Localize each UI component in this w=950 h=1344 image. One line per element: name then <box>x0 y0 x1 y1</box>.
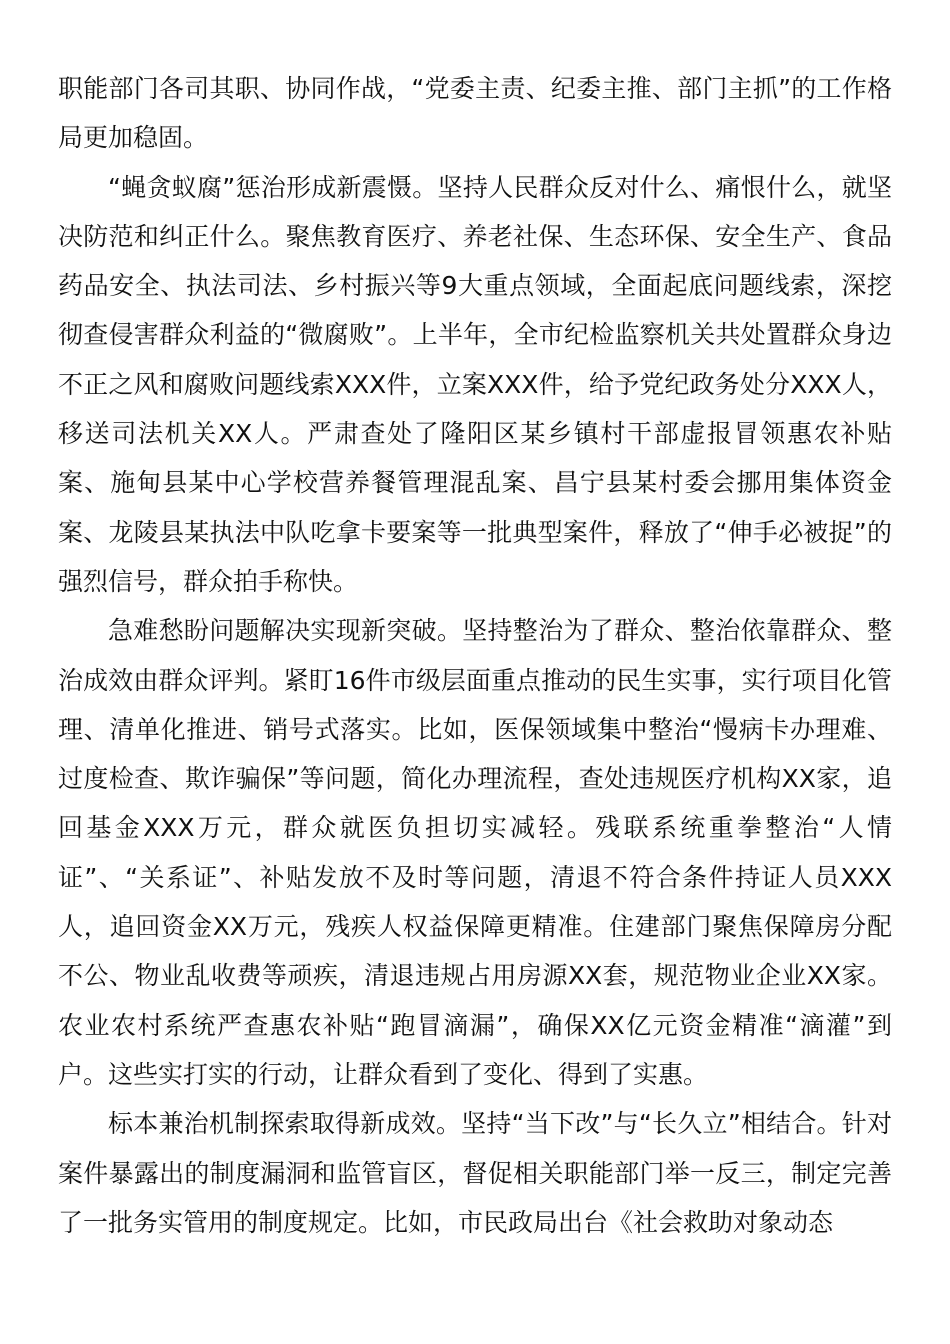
paragraph-1: 职能部门各司其职、协同作战，“党委主责、纪委主推、部门主抓”的工作格局更加稳固。 <box>58 74 893 153</box>
paragraph-2: “蝇贪蚁腐”惩治形成新震慑。坚持人民群众反对什么、痛恨什么，就坚决防范和纠正什么。聚焦教育医疗、养老社保、生态环保、安全生产、食品药品安全、执法司法、乡村振兴等9大重点领域，全面起底问题线索，深挖彻查侵害群众利益的“微腐败”。上半年，全市纪检监察机关共处置群众身边不正之风和腐败问题线索XXX件，立案XXX件，给予党纪政务处分XXX人，移送司法机关XX人。严肃查处了隆阳区某乡镇村干部虚报冒领惠农补贴案、施甸县某中心学校营养餐管理混乱案、昌宁县某村委会挪用集体资金案、龙陵县某执法中队吃拿卡要案等一批典型案件，释放了“伸手必被捉”的强烈信号，群众拍手称快。 <box>58 172 892 596</box>
paragraph-3: 急难愁盼问题解决实现新突破。坚持整治为了群众、整治依靠群众、整治成效由群众评判。紧盯16件市级层面重点推动的民生实事，实行项目化管理、清单化推进、销号式落实。比如，医保领域集中整治“慢病卡办理难、过度检查、欺诈骗保”等问题，简化办理流程，查处违规医疗机构XX家，追回基金XXX万元，群众就医负担切实减轻。残联系统重拳整治“人情证”、“关系证”、补贴发放不及时等问题，清退不符合条件持证人员XXX人，追回资金XX万元，残疾人权益保障更精准。住建部门聚焦保障房分配不公、物业乱收费等顽疾，清退违规占用房源XX套，规范物业企业XX家。农业农村系统严查惠农补贴“跑冒滴漏”，确保XX亿元资金精准“滴灌”到户。这些实打实的行动，让群众看到了变化、得到了实惠。 <box>58 616 892 1089</box>
paragraph-4: 标本兼治机制探索取得新成效。坚持“当下改”与“长久立”相结合。针对案件暴露出的制度漏洞和监管盲区，督促相关职能部门举一反三，制定完善了一批务实管用的制度规定。比如，市民政局出台《社会救助对象动态 <box>58 1109 892 1237</box>
document-page <box>58 64 892 1247</box>
